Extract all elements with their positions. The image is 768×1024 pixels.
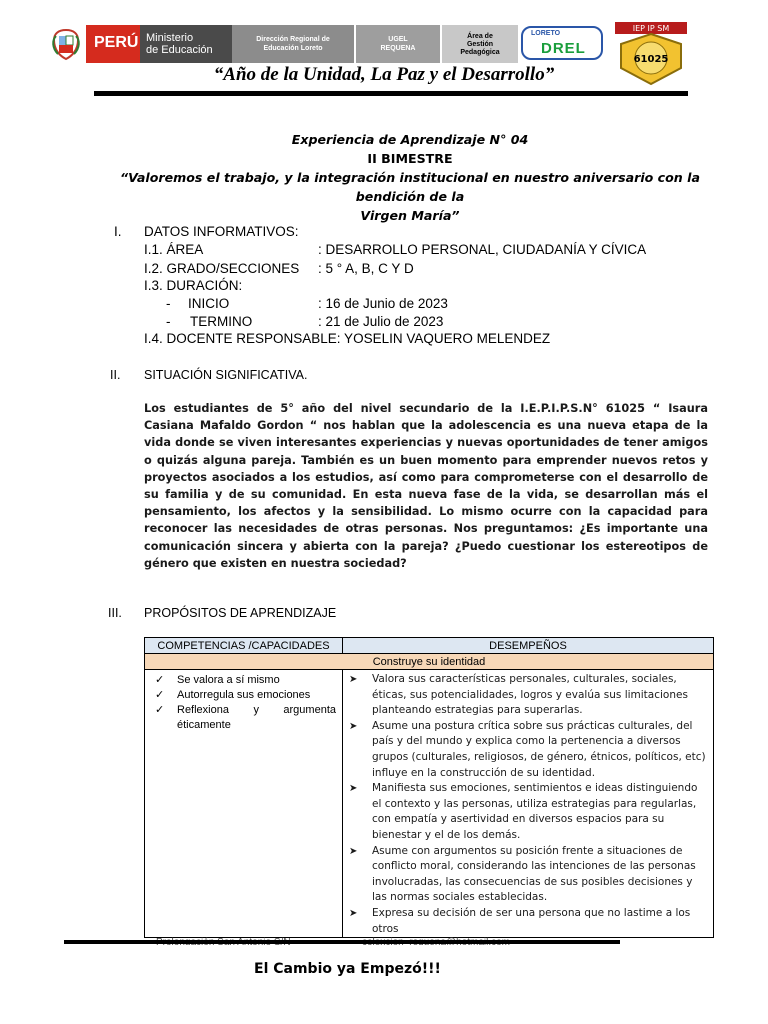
ministry-brand bbox=[140, 25, 236, 63]
drel-line2: Educación Loreto bbox=[263, 45, 323, 52]
termino-dash: - bbox=[166, 314, 171, 329]
check-icon: ✓ bbox=[155, 689, 165, 701]
table-header-row bbox=[145, 638, 714, 654]
arrow-bullet-icon: ➤ bbox=[349, 783, 358, 795]
drel-logo bbox=[521, 26, 603, 60]
capacity-text-line2: éticamente bbox=[177, 719, 231, 731]
section1-heading: DATOS INFORMATIVOS: bbox=[144, 224, 299, 239]
capacity-text: Se valora a sí mismo bbox=[177, 674, 280, 686]
table-row bbox=[145, 670, 714, 938]
arrow-bullet-icon: ➤ bbox=[349, 907, 358, 919]
performance-text: Asume una postura crítica sobre sus prácticas culturales, del país y del mundo y explica como la pertenencia a diversos grupos (culturales, religiosos, de género, étnicos, políticos, etc) influye en la construcción de su identidad. bbox=[372, 719, 706, 779]
performance-item bbox=[349, 844, 707, 906]
area-label: I.1. ÁREA bbox=[144, 242, 204, 257]
grado-value: : 5 ° A, B, C Y D bbox=[318, 261, 414, 276]
ugel-line2: REQUENA bbox=[380, 45, 416, 52]
inicio-value: : 16 de Junio de 2023 bbox=[318, 296, 448, 311]
capacities-cell bbox=[145, 670, 343, 938]
performance-item bbox=[349, 906, 707, 937]
title-block bbox=[90, 130, 730, 225]
duracion-label: I.3. DURACIÓN: bbox=[144, 278, 243, 293]
capacity-item bbox=[155, 703, 336, 733]
year-motto: “Año de la Unidad, La Paz y el Desarrollo” bbox=[213, 64, 555, 85]
performance-text: Expresa su decisión de ser una persona que no lastime a los otros bbox=[372, 906, 691, 935]
learning-purposes-table bbox=[144, 637, 714, 938]
ministry-line1: Ministerio bbox=[146, 32, 194, 44]
performance-item bbox=[349, 719, 707, 781]
agp-line2: Gestión bbox=[466, 41, 494, 48]
agp-line3: Pedagógica bbox=[460, 49, 500, 56]
performance-item bbox=[349, 672, 707, 719]
capacity-item bbox=[155, 688, 336, 703]
capacity-text: Autorregula sus emociones bbox=[177, 689, 311, 701]
section1-number: I. bbox=[114, 224, 122, 239]
drel-brand bbox=[232, 25, 354, 63]
seal-text: IEP IP SM bbox=[632, 24, 670, 33]
competency-name: Construye su identidad bbox=[145, 654, 714, 670]
grado-label: I.2. GRADO/SECCIONES bbox=[144, 261, 300, 276]
footer-slogan: El Cambio ya Empezó!!! bbox=[254, 961, 441, 977]
experience-title: Experiencia de Aprendizaje N° 04 bbox=[291, 132, 529, 147]
drel-line1: Dirección Regional de bbox=[256, 36, 330, 43]
section3-heading: PROPÓSITOS DE APRENDIZAJE bbox=[144, 606, 337, 620]
check-icon: ✓ bbox=[155, 674, 165, 686]
header-divider bbox=[94, 91, 688, 96]
institutional-header bbox=[48, 22, 698, 64]
peru-label: PERÚ bbox=[94, 34, 139, 51]
capacity-item bbox=[155, 673, 336, 688]
drel-logo-top: LORETO bbox=[531, 30, 561, 37]
termino-value: : 21 de Julio de 2023 bbox=[318, 314, 444, 329]
agp-brand bbox=[442, 25, 518, 63]
competency-row bbox=[145, 654, 714, 670]
ministry-line2: de Educación bbox=[146, 44, 213, 56]
drel-logo-main: DREL bbox=[541, 40, 586, 57]
check-icon: ✓ bbox=[155, 704, 165, 716]
competencies-header: COMPETENCIAS /CAPACIDADES bbox=[145, 638, 343, 654]
performance-text: Manifiesta sus emociones, sentimientos e ideas distinguiendo el contexto y las personas, utiliza estrategias para regularlas, con empatía y asertividad en diversos espacios para su bienestar y el de los demás. bbox=[372, 782, 698, 841]
arrow-bullet-icon: ➤ bbox=[349, 720, 358, 732]
capacity-text-wrap bbox=[177, 703, 336, 733]
termino-label: TERMINO bbox=[190, 314, 253, 329]
arrow-bullet-icon: ➤ bbox=[349, 674, 358, 685]
situation-paragraph: Los estudiantes de 5° año del nivel secundario de la I.E.P.I.P.S.N° 61025 “ Isaura Casiana Mafaldo Gordon “ nos hablan que la adolescencia es una nueva etapa de la vida donde se viven interesantes experiencias y nuevas oportunidades de tener amigos o quizás alguna pareja. También es un buen momento para emprender nuevos retos y proyectos asociados a los estudios, así como para comprometerse con el desarrollo de su familia y de su comunidad. En esta nueva fase de la vida, se desarrollan más el pensamiento, los afectos y la sensibilidad. Lo mismo ocurre con la capacidad para reconocer las necesidades de otras personas. Nos preguntamos: ¿Es importante una comunicación sincera y abierta con la pareja? ¿Puedo cuestionar los estereotipos de género que existen en nuestra sociedad? bbox=[144, 402, 708, 570]
theme-line1: “Valoremos el trabajo, y la integración institucional en nuestro aniversario con la bendición de la bbox=[120, 170, 700, 204]
agp-line1: Área de bbox=[467, 33, 493, 40]
ugel-line1: UGEL bbox=[388, 36, 408, 43]
ugel-brand bbox=[356, 25, 440, 63]
performance-item bbox=[349, 781, 707, 843]
national-shield-icon bbox=[48, 26, 84, 62]
footer-divider bbox=[64, 940, 620, 944]
section3-number: III. bbox=[108, 606, 122, 620]
inicio-label: INICIO bbox=[188, 296, 230, 311]
seal-number: 61025 bbox=[633, 54, 669, 65]
docente-line: I.4. DOCENTE RESPONSABLE: YOSELIN VAQUERO MELENDEZ bbox=[144, 331, 551, 346]
performance-text: Asume con argumentos su posición frente a situaciones de conflicto moral, considerando las intenciones de las personas involucradas, las consecuencias de sus posibles decisiones y las normas sociales establecidas. bbox=[372, 844, 696, 904]
theme-line2: Virgen María” bbox=[360, 208, 460, 223]
area-value: : DESARROLLO PERSONAL, CIUDADANÍA Y CÍVICA bbox=[318, 242, 647, 257]
performances-header: DESEMPEÑOS bbox=[343, 638, 714, 654]
capacity-text-line1: Reflexiona y argumenta bbox=[177, 704, 336, 716]
section2-heading: SITUACIÓN SIGNIFICATIVA. bbox=[144, 368, 308, 382]
section2-number: II. bbox=[110, 368, 121, 382]
performance-text: Valora sus características personales, culturales, sociales, éticas, sus potencialidades, logros y evalúa sus limitaciones planteando estrategias para superarlas. bbox=[372, 673, 688, 717]
inicio-dash: - bbox=[166, 296, 171, 311]
bimester-title: II BIMESTRE bbox=[367, 151, 453, 166]
arrow-bullet-icon: ➤ bbox=[349, 845, 358, 857]
performances-cell bbox=[343, 670, 714, 938]
